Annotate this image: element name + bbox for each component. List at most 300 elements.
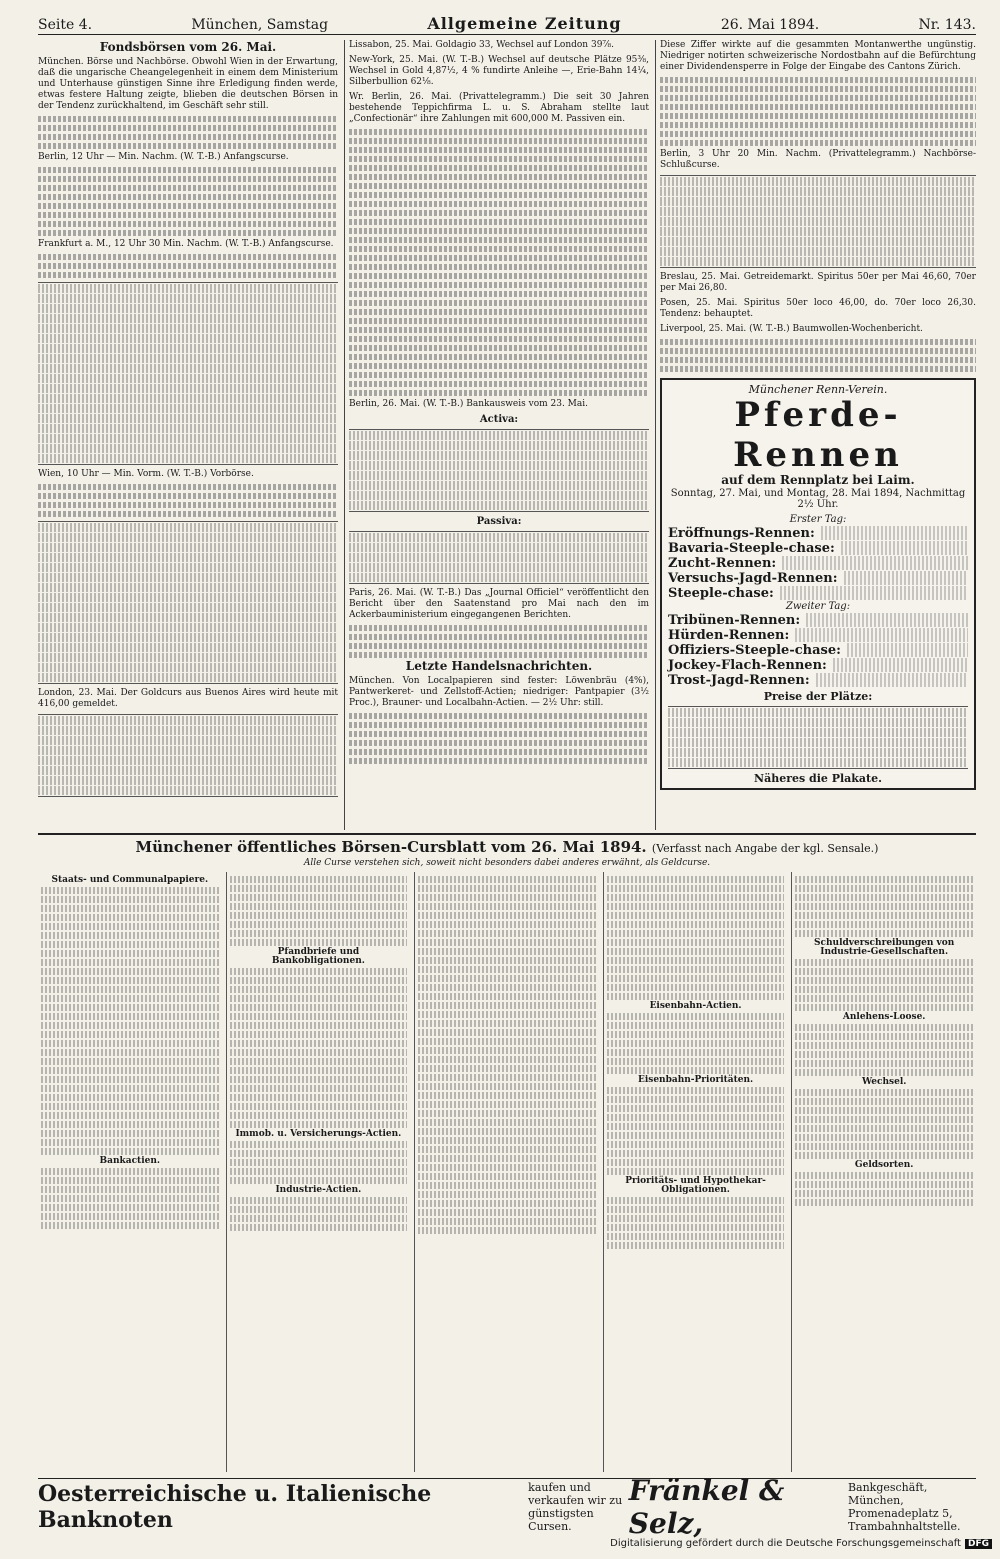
- page-header: [38, 14, 976, 35]
- table-row: [795, 1116, 973, 1123]
- race-details: [782, 556, 968, 570]
- bourse-section-heading: Schuldverschreibungen von Industrie-Gesellschaften.: [814, 938, 955, 957]
- table-row: [349, 441, 649, 450]
- table-row: [418, 1200, 596, 1207]
- table-row: [795, 1172, 973, 1179]
- table-row: [660, 237, 976, 246]
- text-line: [349, 381, 649, 387]
- text-line: [38, 212, 338, 218]
- text-line: [349, 722, 649, 728]
- table-row: [230, 1040, 408, 1047]
- text-line: [38, 125, 338, 131]
- table-row: [41, 1076, 219, 1083]
- table-row: [41, 1058, 219, 1065]
- table-row: [795, 912, 973, 919]
- bourse-section-heading: Bankactien.: [99, 1156, 161, 1166]
- table-row: [41, 1112, 219, 1119]
- text-line: [349, 758, 649, 764]
- article-newyork: New-York, 25. Mai. (W. T.-B.) Wechsel auf deutsche Plätze 95⅜, Wechsel in Gold 4,87½, 4 % fundirte Anleihe —, Erie-Bahn 14¼, Silberbullion 62⅛.: [349, 55, 649, 87]
- table-row: [668, 718, 968, 727]
- table-row: [795, 1004, 973, 1011]
- table-row: [660, 257, 976, 266]
- column-1: [38, 40, 338, 830]
- table-row: [607, 1049, 785, 1056]
- table-row: [795, 1024, 973, 1031]
- text-line: [349, 731, 649, 737]
- article-posen: Posen, 25. Mai. Spiritus 50er loco 46,00, do. 70er loco 26,30. Tendenz: behauptet.: [660, 298, 976, 319]
- race-name: Versuchs-Jagd-Rennen:: [668, 570, 838, 586]
- table-row: [418, 1164, 596, 1171]
- text-line: [349, 336, 649, 342]
- text-line: [349, 201, 649, 207]
- text-line: [38, 254, 338, 260]
- table-row: [41, 1013, 219, 1020]
- table-row: [230, 1112, 408, 1119]
- table-row: [38, 673, 338, 682]
- table-row: [418, 975, 596, 982]
- bank-aktiva-table: [349, 429, 649, 512]
- table-row: [41, 896, 219, 903]
- bourse-note: (Verfasst nach Angabe der kgl. Sensale.): [651, 842, 879, 855]
- race-details: [816, 673, 968, 687]
- article-muenchen: München. Börse und Nachbörse. Obwohl Wien in der Erwartung, daß die ungarische Cheangelegenheit in einem dem Ministerium und Unterhause günstigen Sinne ihre Erledigung finden werde, etwas festere Haltung zeigte, blieben die deutschen Börsen in der Tendenz zurückhaltend, im Geschäft sehr still.: [38, 57, 338, 111]
- table-row: [41, 1168, 219, 1175]
- table-row: [38, 776, 338, 785]
- table-row: [795, 986, 973, 993]
- credit-text: Digitalisierung gefördert durch die Deutsche Forschungsgemeinschaft: [610, 1538, 961, 1549]
- column-divider: [655, 40, 656, 830]
- table-row: [38, 583, 338, 592]
- text-line: [349, 273, 649, 279]
- text-line: [660, 348, 976, 354]
- table-row: [418, 894, 596, 901]
- text-line: [349, 183, 649, 189]
- table-row: [230, 894, 408, 901]
- table-row: [38, 344, 338, 353]
- table-row: [230, 1121, 408, 1128]
- race-row: [668, 556, 968, 570]
- article-berlin-nachboerse: Berlin, 3 Uhr 20 Min. Nachm. (Privattelegramm.) Nachbörse-Schlußcurse.: [660, 149, 976, 170]
- table-row: [349, 543, 649, 552]
- table-row: [230, 995, 408, 1002]
- bourse-title-text: Münchener öffentliches Börsen-Cursblatt: [135, 838, 487, 856]
- text-line: [349, 147, 649, 153]
- text-line: [349, 210, 649, 216]
- table-row: [349, 461, 649, 470]
- table-row: [38, 533, 338, 542]
- table-row: [607, 1150, 785, 1157]
- table-row: [41, 905, 219, 912]
- table-row: [41, 923, 219, 930]
- table-row: [38, 613, 338, 622]
- article-liverpool: Liverpool, 25. Mai. (W. T.-B.) Baumwollen-Wochenbericht.: [660, 324, 923, 334]
- table-row: [230, 1067, 408, 1074]
- bourse-column-1: [38, 872, 222, 1472]
- ad-more-info: Näheres die Plakate.: [754, 772, 882, 785]
- table-row: [41, 1139, 219, 1146]
- text-line: [38, 194, 338, 200]
- race-name: Trost-Jagd-Rennen:: [668, 672, 810, 688]
- table-row: [607, 948, 785, 955]
- table-row: [41, 1130, 219, 1137]
- table-row: [41, 1049, 219, 1056]
- table-row: [230, 986, 408, 993]
- ad-banknotes-headline: Oesterreichische u. Italienische Banknoten: [38, 1481, 432, 1533]
- table-row: [41, 1103, 219, 1110]
- table-row: [418, 921, 596, 928]
- table-row: [795, 1033, 973, 1040]
- table-row: [607, 1132, 785, 1139]
- text-line: [349, 264, 649, 270]
- race-row: [668, 526, 968, 540]
- race-row: [668, 613, 968, 627]
- table-row: [607, 1141, 785, 1148]
- text-line: [38, 134, 338, 140]
- text-line: [660, 95, 976, 101]
- text-line: [349, 652, 649, 658]
- table-row: [607, 1242, 785, 1249]
- table-row: [230, 912, 408, 919]
- table-row: [418, 1047, 596, 1054]
- table-row: [38, 334, 338, 343]
- table-row: [418, 1146, 596, 1153]
- column-3: [660, 40, 976, 830]
- table-row: [418, 957, 596, 964]
- text-line: [349, 246, 649, 252]
- table-row: [38, 324, 338, 333]
- table-row: [38, 384, 338, 393]
- table-row: [41, 932, 219, 939]
- table-row: [230, 1197, 408, 1204]
- table-row: [607, 1022, 785, 1029]
- table-row: [349, 481, 649, 490]
- section-divider: [38, 833, 976, 835]
- table-row: [795, 1051, 973, 1058]
- table-row: [607, 966, 785, 973]
- table-row: [607, 1067, 785, 1074]
- table-row: [38, 593, 338, 602]
- article-london: London, 23. Mai. Der Goldcurs aus Buenos Aires wird heute mit 416,00 gemeldet.: [38, 688, 338, 709]
- table-row: [668, 728, 968, 737]
- issue-date: 26. Mai 1894.: [720, 17, 820, 33]
- table-row: [41, 1067, 219, 1074]
- bourse-date: vom 26. Mai 1894.: [491, 838, 647, 856]
- table-row: [607, 1123, 785, 1130]
- table-row: [41, 995, 219, 1002]
- table-row: [41, 950, 219, 957]
- race-name: Steeple-chase:: [668, 585, 774, 601]
- text-line: [38, 185, 338, 191]
- text-line: [349, 740, 649, 746]
- banker-advertisement: [38, 1474, 976, 1540]
- text-line: [349, 156, 649, 162]
- table-row: [349, 553, 649, 562]
- table-row: [607, 1058, 785, 1065]
- table-row: [418, 912, 596, 919]
- text-line: [660, 131, 976, 137]
- race-details: [847, 643, 968, 657]
- text-line: [349, 300, 649, 306]
- table-row: [38, 374, 338, 383]
- table-row: [230, 968, 408, 975]
- ad-firm-address: Bankgeschäft, München, Promenadeplatz 5, Trambahnhaltstelle.: [847, 1481, 961, 1533]
- aktiva-heading: Activa:: [479, 414, 519, 425]
- race-details: [844, 571, 968, 585]
- table-row: [230, 930, 408, 937]
- table-row: [230, 1049, 408, 1056]
- table-row: [607, 1159, 785, 1166]
- ad-organizer: Münchener Renn-Verein.: [748, 383, 888, 396]
- article-lissabon: Lissabon, 25. Mai. Goldagio 33, Wechsel auf London 39⅞.: [349, 40, 614, 50]
- table-row: [607, 1040, 785, 1047]
- table-row: [607, 1197, 785, 1204]
- text-line: [38, 221, 338, 227]
- table-row: [607, 957, 785, 964]
- table-row: [41, 1022, 219, 1029]
- table-row: [41, 986, 219, 993]
- table-row: [668, 758, 968, 767]
- bourse-table: [38, 872, 976, 1472]
- table-row: [418, 1020, 596, 1027]
- table-row: [607, 1105, 785, 1112]
- table-row: [418, 1128, 596, 1135]
- table-row: [418, 1155, 596, 1162]
- table-row: [418, 1227, 596, 1234]
- table-row: [230, 1022, 408, 1029]
- article-bankausweis: Berlin, 26. Mai. (W. T.-B.) Bankausweis vom 23. Mai.: [349, 399, 589, 409]
- table-row: [38, 314, 338, 323]
- table-row: [230, 876, 408, 883]
- bourse-section-heading: Pfandbriefe und Bankobligationen.: [271, 947, 365, 966]
- table-row: [38, 414, 338, 423]
- table-row: [607, 921, 785, 928]
- table-row: [418, 1182, 596, 1189]
- table-row: [230, 903, 408, 910]
- table-row: [230, 1076, 408, 1083]
- digitization-credit: [610, 1538, 992, 1549]
- text-line: [349, 138, 649, 144]
- bourse-section-heading: Staats- und Communalpapiere.: [51, 875, 209, 885]
- text-line: [349, 390, 649, 396]
- table-row: [230, 1031, 408, 1038]
- table-row: [795, 930, 973, 937]
- table-row: [230, 1004, 408, 1011]
- table-row: [795, 1042, 973, 1049]
- table-row: [38, 364, 338, 373]
- table-row: [230, 1215, 408, 1222]
- table-row: [41, 1195, 219, 1202]
- table-row: [38, 354, 338, 363]
- table-row: [38, 394, 338, 403]
- bourse-section-heading: Eisenbahn-Prioritäten.: [637, 1075, 754, 1085]
- article-wr-berlin: Wr. Berlin, 26. Mai. (Privattelegramm.) Die seit 30 Jahren bestehende Teppichfirma L. u. S. Abraham stellte laut „Confectionär“ ihre Zahlungen mit 600,000 M. Passiven ein.: [349, 92, 649, 124]
- table-row: [795, 1134, 973, 1141]
- article-frankfurt: Frankfurt a. M., 12 Uhr 30 Min. Nachm. (W. T.-B.) Anfangscurse.: [38, 239, 334, 249]
- bank-passiva-table: [349, 531, 649, 584]
- bourse-column-2: [226, 872, 411, 1472]
- text-line: [349, 749, 649, 755]
- text-line: [349, 309, 649, 315]
- race-details: [841, 541, 968, 555]
- table-row: [795, 1060, 973, 1067]
- table-row: [41, 968, 219, 975]
- text-line: [349, 327, 649, 333]
- table-row: [41, 1031, 219, 1038]
- text-line: [349, 625, 649, 631]
- table-row: [418, 1092, 596, 1099]
- table-row: [230, 1103, 408, 1110]
- table-row: [230, 921, 408, 928]
- table-row: [660, 197, 976, 206]
- table-row: [38, 304, 338, 313]
- issue-number: Nr. 143.: [918, 17, 976, 33]
- table-row: [418, 1011, 596, 1018]
- section-title-fondsboersen: Fondsbörsen vom 26. Mai.: [99, 40, 277, 54]
- table-row: [418, 939, 596, 946]
- text-line: [38, 167, 338, 173]
- table-row: [795, 1181, 973, 1188]
- table-row: [41, 1177, 219, 1184]
- table-row: [38, 543, 338, 552]
- table-row: [41, 1213, 219, 1220]
- table-row: [795, 1107, 973, 1114]
- table-row: [38, 573, 338, 582]
- race-row: [668, 571, 968, 585]
- section-title-letzte: Letzte Handelsnachrichten.: [405, 659, 593, 673]
- bourse-subtitle: Alle Curse verstehen sich, soweit nicht besonders dabei anderes erwähnt, als Geldcurse.: [303, 858, 711, 868]
- table-row: [38, 653, 338, 662]
- text-line: [38, 272, 338, 278]
- text-line: [349, 219, 649, 225]
- table-row: [38, 404, 338, 413]
- text-line: [349, 713, 649, 719]
- text-line: [349, 228, 649, 234]
- article-breslau: Breslau, 25. Mai. Getreidemarkt. Spiritus 50er per Mai 46,60, 70er per Mai 26,80.: [660, 272, 976, 293]
- quote-table-frankfurt: [38, 282, 338, 465]
- table-row: [230, 1224, 408, 1231]
- article-letzte-muenchen: München. Von Localpapieren sind fester: Löwenbräu (4%), Pantwerkeret- und Zellstoff-Actien; niedriger: Pantpapier (3½ Proc.), Brauner- und Localbahn-Actien. — 2½ Uhr: still.: [349, 676, 649, 708]
- race-name: Offiziers-Steeple-chase:: [668, 642, 841, 658]
- quote-table-london: [38, 714, 338, 797]
- table-row: [38, 746, 338, 755]
- table-row: [607, 975, 785, 982]
- table-row: [38, 663, 338, 672]
- table-row: [418, 1218, 596, 1225]
- table-row: [418, 885, 596, 892]
- text-line: [38, 263, 338, 269]
- table-row: [38, 643, 338, 652]
- race-row: [668, 628, 968, 642]
- table-row: [230, 1177, 408, 1184]
- table-row: [668, 708, 968, 717]
- table-row: [418, 1137, 596, 1144]
- text-line: [349, 643, 649, 649]
- text-line: [38, 143, 338, 149]
- text-line: [349, 174, 649, 180]
- table-row: [230, 977, 408, 984]
- passiva-heading: Passiva:: [476, 516, 522, 527]
- text-line: [349, 282, 649, 288]
- table-row: [795, 959, 973, 966]
- article-berlin: Berlin, 12 Uhr — Min. Nachm. (W. T.-B.) Anfangscurse.: [38, 152, 289, 162]
- table-row: [418, 984, 596, 991]
- table-row: [38, 294, 338, 303]
- ad-banknotes-text: kaufen und verkaufen wir zu günstigsten Cursen.: [528, 1481, 623, 1533]
- text-line: [349, 318, 649, 324]
- table-row: [607, 885, 785, 892]
- race-row: [668, 586, 968, 600]
- table-row: [660, 207, 976, 216]
- table-row: [41, 1186, 219, 1193]
- table-row: [230, 1150, 408, 1157]
- horse-race-advertisement: [660, 378, 976, 790]
- table-row: [668, 738, 968, 747]
- table-row: [607, 984, 785, 991]
- text-line: [349, 129, 649, 135]
- text-line: [660, 357, 976, 363]
- table-row: [418, 948, 596, 955]
- text-line: [660, 113, 976, 119]
- bourse-section-heading: Anlehens-Loose.: [842, 1012, 926, 1022]
- table-row: [795, 921, 973, 928]
- table-row: [795, 1089, 973, 1096]
- table-row: [38, 284, 338, 293]
- table-row: [349, 501, 649, 510]
- table-row: [41, 914, 219, 921]
- table-row: [668, 748, 968, 757]
- table-row: [660, 217, 976, 226]
- table-row: [795, 1069, 973, 1076]
- bourse-list-title: [38, 838, 976, 856]
- race-row: [668, 658, 968, 672]
- text-line: [38, 484, 338, 490]
- text-line: [38, 502, 338, 508]
- table-row: [230, 1094, 408, 1101]
- table-row: [660, 177, 976, 186]
- table-row: [38, 434, 338, 443]
- table-row: [795, 1098, 973, 1105]
- table-row: [418, 1038, 596, 1045]
- table-row: [38, 444, 338, 453]
- bourse-section-heading: Geldsorten.: [854, 1160, 914, 1170]
- table-row: [349, 491, 649, 500]
- table-row: [41, 1040, 219, 1047]
- table-row: [349, 471, 649, 480]
- bourse-column-4: [603, 872, 788, 1472]
- bourse-section-heading: Immob. u. Versicherungs-Actien.: [235, 1129, 402, 1139]
- table-row: [230, 1168, 408, 1175]
- table-row: [38, 563, 338, 572]
- quote-table-wien: [38, 521, 338, 684]
- race-name: Jockey-Flach-Rennen:: [668, 657, 827, 673]
- text-line: [38, 116, 338, 122]
- table-row: [418, 1191, 596, 1198]
- table-row: [41, 1085, 219, 1092]
- table-row: [38, 716, 338, 725]
- dfg-logo: DFG: [965, 1539, 992, 1549]
- table-row: [795, 894, 973, 901]
- text-line: [38, 230, 338, 236]
- race-name: Hürden-Rennen:: [668, 627, 790, 643]
- table-row: [38, 633, 338, 642]
- race-name: Tribünen-Rennen:: [668, 612, 801, 628]
- race-row: [668, 541, 968, 555]
- place-day: München, Samstag: [191, 17, 329, 33]
- table-row: [795, 1125, 973, 1132]
- bourse-section-heading: Industrie-Actien.: [275, 1185, 362, 1195]
- text-line: [38, 203, 338, 209]
- table-row: [418, 930, 596, 937]
